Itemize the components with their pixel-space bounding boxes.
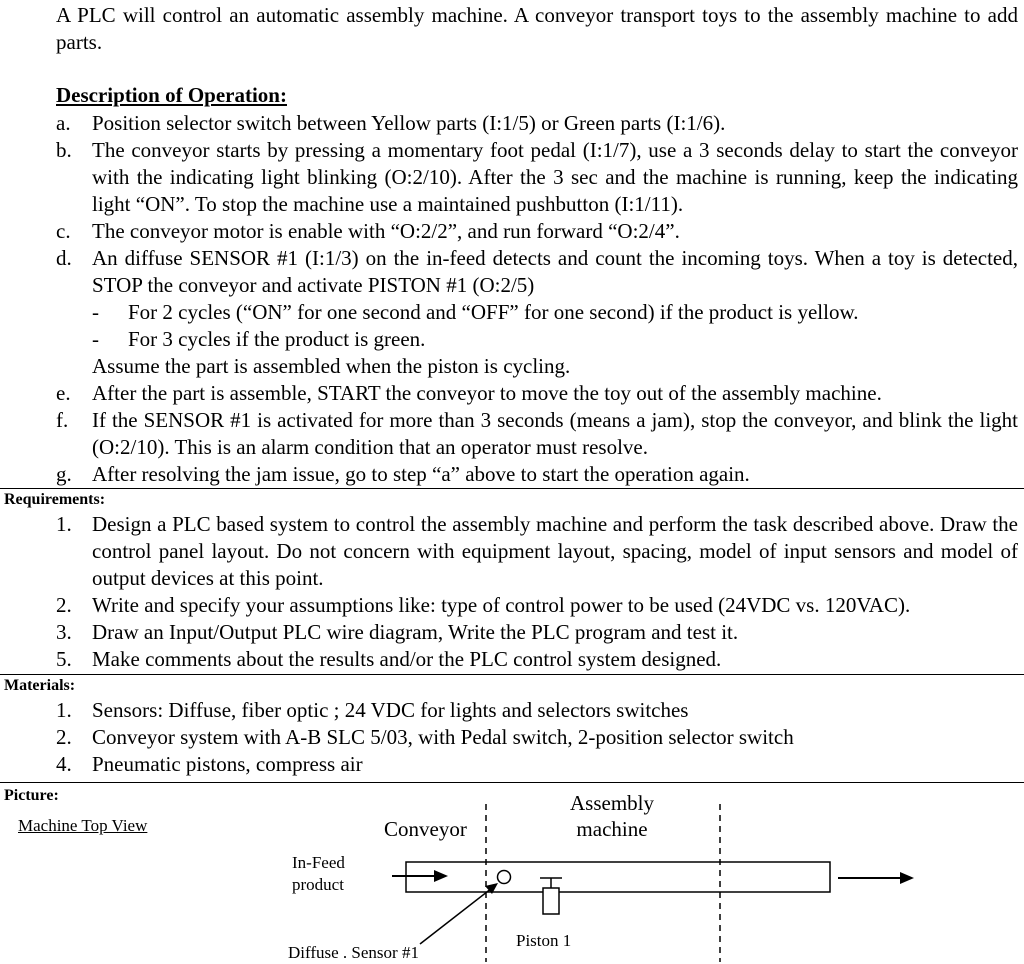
materials-label: Materials: (4, 677, 76, 694)
item-marker: b. (56, 138, 72, 162)
conveyor-belt (406, 862, 830, 892)
sub-text: For 3 cycles if the product is green. (128, 327, 426, 351)
item-marker: 1. (56, 698, 72, 722)
item-text: Pneumatic pistons, compress air (92, 752, 363, 776)
sub-text: For 2 cycles (“ON” for one second and “OFF” for one second) if the product is yellow. (128, 300, 859, 324)
item-text: After the part is assemble, START the conveyor to move the toy out of the assembly machine. (92, 381, 882, 405)
material-item (56, 724, 1018, 751)
piston-1-body (543, 888, 559, 914)
item-text: Draw an Input/Output PLC wire diagram, Write the PLC program and test it. (92, 620, 739, 644)
assembly-label-line2: machine (576, 817, 648, 841)
item-text: Write and specify your assumptions like: type of control power to be used (24VDC vs. 120VAC). (92, 593, 911, 617)
sensor-leader-line (420, 888, 492, 944)
item-marker: 3. (56, 620, 72, 644)
item-marker: d. (56, 246, 72, 270)
sub-item-green (92, 326, 1018, 353)
picture-label: Picture: (4, 787, 59, 804)
description-item-c (56, 218, 1018, 245)
assume-note: Assume the part is assembled when the piston is cycling. (92, 354, 571, 378)
item-text: The conveyor motor is enable with “O:2/2”, and run forward “O:2/4”. (92, 219, 680, 243)
sub-item-yellow (92, 299, 1018, 326)
item-marker: g. (56, 462, 72, 486)
requirement-item (56, 511, 1018, 592)
item-text: Make comments about the results and/or the PLC control system designed. (92, 647, 722, 671)
requirements-label: Requirements: (4, 491, 106, 508)
machine-top-view-label: Machine Top View (18, 816, 148, 835)
item-text: Sensors: Diffuse, fiber optic ; 24 VDC for lights and selectors switches (92, 698, 689, 722)
infeed-label-line1: In-Feed (292, 853, 345, 872)
item-text: Design a PLC based system to control the assembly machine and perform the task described above. Draw the control panel layout. Do not concern with equipment layout, spacing, model of input sensors and model of output devices at this point. (92, 512, 1018, 590)
requirement-item (56, 619, 1018, 646)
description-heading: Description of Operation: (56, 83, 287, 107)
section-divider (0, 488, 1024, 489)
description-item-a (56, 110, 1018, 137)
item-marker: e. (56, 381, 71, 405)
material-item (56, 697, 1018, 724)
infeed-label-line2: product (292, 875, 344, 894)
requirements-list (56, 511, 1018, 673)
item-marker: f. (56, 408, 69, 432)
machine-diagram (0, 786, 1024, 964)
intro-paragraph (56, 2, 1018, 56)
description-item-g (56, 461, 1018, 488)
requirement-item (56, 646, 1018, 673)
intro-text: A PLC will control an automatic assembly machine. A conveyor transport toys to the assembly machine to add parts. (56, 3, 1018, 54)
sub-dash: - (92, 327, 99, 351)
description-item-f (56, 407, 1018, 461)
item-marker: 4. (56, 752, 72, 776)
item-text: Position selector switch between Yellow parts (I:1/5) or Green parts (I:1/6). (92, 111, 726, 135)
assembly-label-line1: Assembly (570, 791, 654, 815)
item-text: If the SENSOR #1 is activated for more than 3 seconds (means a jam), stop the conveyor, and blink the light (O:2/10). This is an alarm condition that an operator must resolve. (92, 408, 1018, 459)
description-list (56, 110, 1018, 488)
item-marker: 5. (56, 647, 72, 671)
conveyor-label: Conveyor (384, 817, 467, 841)
picture-section (0, 786, 1024, 964)
item-marker: 1. (56, 512, 72, 536)
description-item-e (56, 380, 1018, 407)
requirement-item (56, 592, 1018, 619)
description-item-d (56, 245, 1018, 380)
sensor-1-icon (498, 871, 511, 884)
item-text: Conveyor system with A-B SLC 5/03, with Pedal switch, 2-position selector switch (92, 725, 794, 749)
section-divider (0, 782, 1024, 783)
item-marker: a. (56, 111, 71, 135)
sub-dash: - (92, 300, 99, 324)
materials-list (56, 697, 1018, 778)
infeed-arrow-head (434, 870, 448, 882)
item-marker: 2. (56, 593, 72, 617)
description-item-b (56, 137, 1018, 218)
item-text: After resolving the jam issue, go to step “a” above to start the operation again. (92, 462, 750, 486)
piston-label: Piston 1 (516, 931, 572, 950)
sensor-label: Diffuse . Sensor #1 (288, 943, 419, 962)
item-marker: c. (56, 219, 71, 243)
material-item (56, 751, 1018, 778)
outfeed-arrow-head (900, 872, 914, 884)
item-text: An diffuse SENSOR #1 (I:1/3) on the in-feed detects and count the incoming toys. When a toy is detected, STOP the conveyor and activate PISTON #1 (O:2/5) (92, 246, 1018, 297)
item-marker: 2. (56, 725, 72, 749)
section-divider (0, 674, 1024, 675)
item-text: The conveyor starts by pressing a momentary foot pedal (I:1/7), use a 3 seconds delay to start the conveyor with the indicating light blinking (O:2/10). After the 3 sec and the machine is running, keep the indicating light “ON”. To stop the machine use a maintained pushbutton (I:1/11). (92, 138, 1018, 216)
